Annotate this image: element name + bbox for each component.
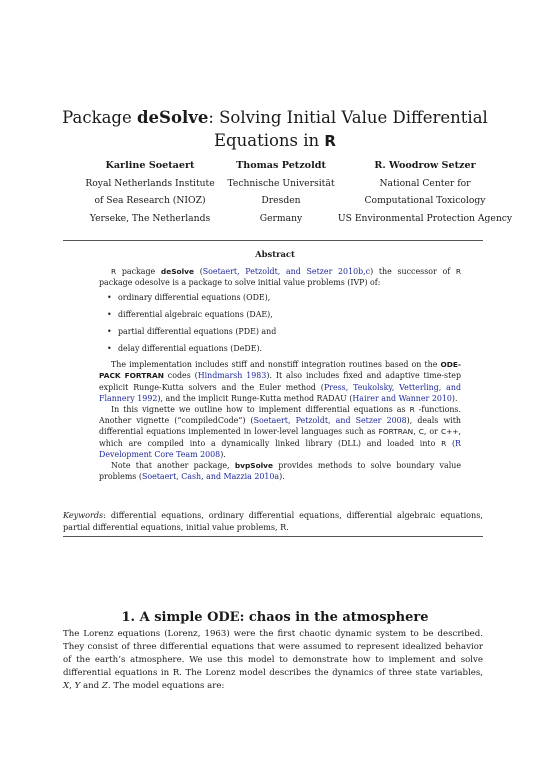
author-affiliation: Technische Universität (227, 177, 335, 189)
citation-link[interactable]: Press, Teukolsky, Vetterling, and Flannery 1992 (99, 382, 461, 403)
list-item: • delay differential equations (DeDE). (107, 343, 263, 353)
keywords-label: Keywords (63, 510, 104, 520)
citation-link[interactable]: Hairer and Wanner 2010 (352, 393, 452, 403)
abstract-heading: Abstract (255, 249, 295, 259)
list-item: • ordinary differential equations (ODE), (107, 293, 271, 303)
citation-link[interactable]: Soetaert, Cash, and Mazzia 2010a (141, 472, 280, 482)
keywords-text: : differential equations, ordinary differential equations, differential algebraic equations, partial differential equations, initial value problems, R. (63, 510, 483, 532)
citation-link[interactable]: Soetaert, Petzoldt, and Setzer 2010b,c (202, 267, 371, 276)
author-affiliation: National Center for (379, 177, 471, 189)
citation-link[interactable]: Hindmarsh 1983 (197, 371, 267, 381)
body-paragraph: The Lorenz equations (Lorenz, 1963) were the first chaotic dynamic system to be described. They consist of three differential equations that were assumed to represent idealized behavior of the earth’s atmosphere. We use this model to demonstrate how to implement and solve differential equations in R. The Lorenz model describes the dynamics of three state variables, X, Y and Z. The model equations are: (63, 629, 483, 692)
section-heading: 1. A simple ODE: chaos in the atmosphere (121, 609, 429, 625)
author-affiliation: Germany (259, 212, 303, 224)
author-affiliation: of Sea Research (NIOZ) (94, 195, 206, 206)
package-name: deSolve (137, 108, 209, 128)
bullet-icon: • (107, 343, 112, 353)
abstract-paragraph-4: Note that another package, bvpSolve provides methods to solve boundary value problems (Soetaert, Cash, and Mazzia 2010a). (99, 461, 461, 482)
author-1 (75, 157, 225, 227)
abstract-paragraph-3: In this vignette we outline how to implement differential equations as R -functions. Another vignette (“compiledCode”) (Soetaert, Petzoldt, and Setzer 2008), deals with differential equations implemented in lower-level languages such as FORTRAN, C, or C++, which are compiled into a dynamically linked library (DLL) and loaded into R (R Development Core Team 2008). (99, 405, 461, 459)
citation-link[interactable]: Soetaert, Petzoldt, and Setzer 2008 (253, 416, 407, 426)
author-affiliation: US Environmental Protection Agency (337, 212, 513, 224)
author-affiliation: Yerseke, The Netherlands (89, 212, 211, 224)
author-name: Karline Soetaert (105, 160, 195, 171)
list-item: • differential algebraic equations (DAE), (107, 310, 273, 320)
author-name: Thomas Petzoldt (236, 160, 326, 171)
bullet-icon: • (107, 310, 112, 320)
author-2 (226, 157, 336, 227)
keywords (63, 510, 483, 533)
citation-link[interactable]: R Development Core Team 2008 (99, 438, 461, 459)
equation-type-list (99, 292, 461, 353)
section-body (63, 628, 483, 693)
author-name: R. Woodrow Setzer (374, 160, 476, 171)
abstract-paragraph-2: The implementation includes stiff and nonstiff integration routines based on the ODE-PACK FORTRAN codes (Hindmarsh 1983). It also includes fixed and adaptive time-step explicit Runge-Kutta solvers and the Euler method (Press, Teukolsky, Vetterling, and Flannery 1992), and the implicit Runge-Kutta method RADAU (Hairer and Wanner 2010). (99, 360, 461, 403)
bottom-divider (63, 536, 483, 537)
author-affiliation: Computational Toxicology (364, 195, 486, 206)
abstract-body (99, 266, 461, 482)
top-divider (63, 240, 483, 241)
bullet-icon: • (107, 293, 112, 303)
r-language-name: R (324, 132, 336, 151)
abstract-paragraph-1: R package deSolve (Soetaert, Petzoldt, and Setzer 2010b,c) the successor of R package odesolve is a package to solve initial value problems (IVP) of: (99, 267, 461, 288)
author-affiliation: Royal Netherlands Institute (85, 177, 215, 189)
list-item: • partial differential equations (PDE) and (107, 326, 277, 336)
author-3 (330, 157, 520, 227)
bullet-icon: • (107, 326, 112, 336)
author-affiliation: Dresden (261, 195, 301, 206)
paper-title: Package deSolve: Solving Initial Value Differential Equations in R (62, 108, 488, 151)
